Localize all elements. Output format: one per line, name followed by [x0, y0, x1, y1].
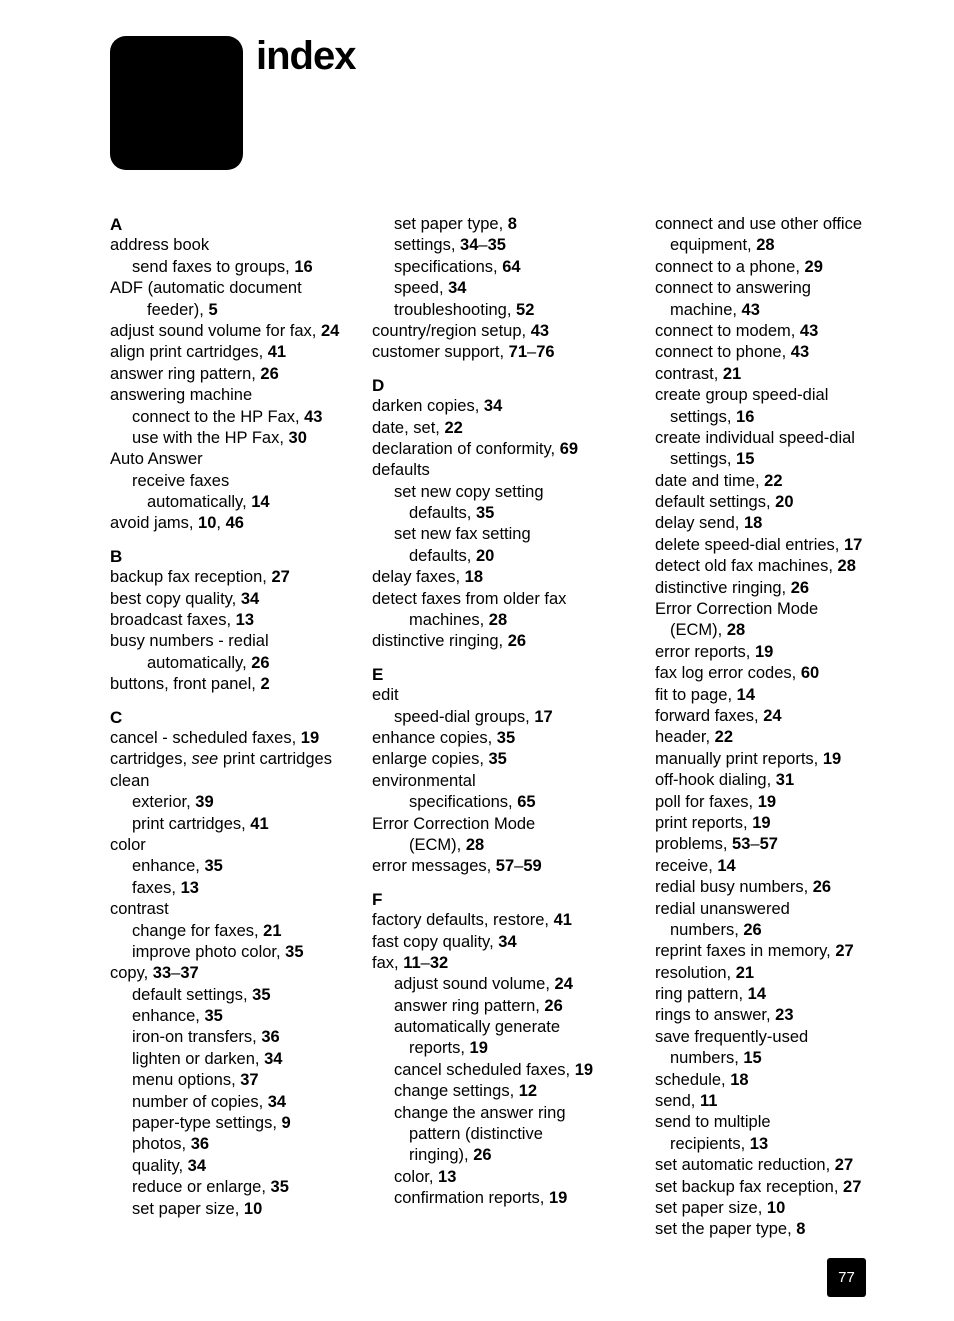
section-letter: B — [110, 546, 123, 566]
index-subentry: color, 13 — [394, 1167, 457, 1186]
index-entry: Error Correction Mode — [372, 814, 536, 833]
index-subentry: cancel scheduled faxes, 19 — [394, 1060, 594, 1079]
index-entry: schedule, 18 — [655, 1070, 749, 1089]
index-entry: factory defaults, restore, 41 — [372, 911, 572, 930]
page-title: index — [256, 34, 356, 78]
index-entry: fit to page, 14 — [655, 685, 755, 704]
index-entry: forward faxes, 24 — [655, 706, 782, 725]
page-reference: 20 — [775, 493, 794, 512]
page-reference: 12 — [518, 1082, 538, 1101]
index-entry: connect to modem, 43 — [655, 321, 819, 340]
index-entry: send to multiple — [655, 1113, 771, 1132]
page-reference: 19 — [300, 728, 320, 747]
page-reference: 43 — [304, 407, 323, 426]
page-reference: 39 — [195, 793, 214, 812]
page-reference: 20 — [475, 546, 495, 565]
index-entry-continuation: equipment, 28 — [670, 236, 775, 255]
page-reference: 26 — [743, 920, 762, 939]
index-subentry: set paper size, 10 — [132, 1199, 263, 1218]
index-entry: defaults — [372, 461, 430, 480]
index-entry: rings to answer, 23 — [655, 1006, 794, 1025]
page-reference: 34 — [264, 1049, 283, 1068]
index-entry: date and time, 22 — [655, 471, 783, 490]
page-reference: 28 — [837, 557, 856, 576]
page-reference: 27 — [271, 568, 290, 587]
page-reference: 27 — [834, 1156, 854, 1175]
index-entry: copy, 33–37 — [110, 964, 199, 983]
index-entry: off-hook dialing, 31 — [655, 771, 795, 790]
page-reference: 19 — [574, 1060, 594, 1079]
page-reference: 15 — [736, 450, 755, 469]
page-reference: 53 — [732, 835, 751, 854]
index-subentry: paper-type settings, 9 — [132, 1114, 291, 1133]
page-reference: 14 — [717, 856, 736, 875]
page-reference: 18 — [743, 514, 763, 533]
page-reference: 19 — [757, 792, 777, 811]
index-entry: fax log error codes, 60 — [655, 664, 820, 683]
index-entry-continuation: numbers, 15 — [670, 1049, 762, 1068]
index-entry: address book — [110, 236, 210, 255]
index-entry: cartridges, see print cartridges — [110, 750, 332, 769]
page-reference: 64 — [502, 257, 521, 276]
index-subentry: troubleshooting, 52 — [394, 300, 535, 319]
index-subentry: receive faxes — [132, 471, 230, 490]
page-reference: 43 — [530, 321, 550, 340]
index-subentry: exterior, 39 — [132, 793, 214, 812]
see-reference: see — [191, 750, 219, 769]
index-entry-continuation: machines, 28 — [409, 611, 508, 630]
page-reference: 13 — [180, 878, 199, 897]
index-entry: error reports, 19 — [655, 642, 774, 661]
page-reference: 10 — [766, 1198, 786, 1217]
index-entry: cancel - scheduled faxes, 19 — [110, 728, 320, 747]
chapter-tab-block — [110, 36, 243, 170]
index-subentry: change for faxes, 21 — [132, 921, 282, 940]
page-reference: 35 — [285, 942, 304, 961]
index-entry: darken copies, 34 — [372, 397, 503, 416]
index-entry: fast copy quality, 34 — [372, 932, 517, 951]
page-reference: 34 — [483, 397, 503, 416]
page-reference: 22 — [714, 728, 733, 747]
index-entry: date, set, 22 — [372, 418, 463, 437]
index-entry: distinctive ringing, 26 — [372, 632, 527, 651]
page-reference: 60 — [800, 664, 820, 683]
page-reference: 27 — [835, 942, 854, 961]
page-reference: 29 — [804, 257, 823, 276]
page-reference: 34 — [267, 1092, 287, 1111]
page-reference: 28 — [726, 621, 746, 640]
page-reference: 41 — [250, 814, 269, 833]
page-reference: 19 — [754, 642, 774, 661]
page-reference: 59 — [523, 857, 542, 876]
index-subentry: enhance, 35 — [132, 1007, 223, 1026]
index-entry: connect to a phone, 29 — [655, 257, 823, 276]
page-reference: 10 — [243, 1199, 263, 1218]
page-reference: 41 — [553, 911, 572, 930]
index-entry-continuation: pattern (distinctive — [409, 1125, 543, 1144]
index-entry-continuation: settings, 15 — [670, 450, 755, 469]
index-entry-continuation: automatically, 14 — [147, 493, 270, 512]
index-entry: delay send, 18 — [655, 514, 763, 533]
index-entry: connect and use other office — [655, 215, 863, 233]
index-entry: ring pattern, 14 — [655, 985, 766, 1004]
index-subentry: reduce or enlarge, 35 — [132, 1178, 289, 1197]
index-entry: save frequently-used — [655, 1027, 809, 1046]
page-reference: 21 — [735, 963, 755, 982]
page-reference: 21 — [722, 364, 742, 383]
page-reference: 41 — [267, 343, 287, 362]
index-entry-continuation: settings, 16 — [670, 407, 755, 426]
index-subentry: automatically generate — [394, 1018, 561, 1037]
index-entry: create individual speed-dial — [655, 428, 855, 447]
section-letter: E — [372, 664, 384, 684]
index-entry: print reports, 19 — [655, 813, 771, 832]
index-subentry: print cartridges, 41 — [132, 814, 269, 833]
page-reference: 19 — [469, 1039, 488, 1058]
page-reference: 22 — [764, 471, 783, 490]
index-entry-continuation: recipients, 13 — [670, 1134, 769, 1153]
page-reference: 27 — [843, 1177, 862, 1196]
page-reference: 30 — [288, 428, 307, 447]
page-reference: 19 — [752, 813, 771, 832]
page-reference: 57 — [495, 857, 515, 876]
page-reference: 43 — [799, 321, 819, 340]
page-reference: 33 — [152, 964, 172, 983]
index-entry: country/region setup, 43 — [372, 321, 550, 340]
page-reference: 26 — [473, 1146, 492, 1165]
index-subentry: quality, 34 — [132, 1156, 206, 1175]
section-letter: F — [372, 889, 383, 909]
page-reference: 52 — [516, 300, 535, 319]
index-subentry: answer ring pattern, 26 — [394, 996, 563, 1015]
index-subentry: settings, 34–35 — [394, 236, 506, 255]
index-entry: receive, 14 — [655, 856, 736, 875]
index-entry: manually print reports, 19 — [655, 749, 842, 768]
page-reference: 19 — [822, 749, 842, 768]
index-subentry: set paper type, 8 — [394, 215, 517, 233]
index-entry: create group speed-dial — [655, 386, 829, 405]
page-reference: 32 — [429, 953, 449, 972]
page-reference: 35 — [475, 504, 495, 523]
index-entry: delete speed-dial entries, 17 — [655, 535, 863, 554]
index-subentry: enhance, 35 — [132, 857, 223, 876]
page-reference: 22 — [444, 418, 463, 437]
index-entry: clean — [110, 771, 150, 790]
index-subentry: use with the HP Fax, 30 — [132, 428, 307, 447]
page-reference: 14 — [736, 685, 755, 704]
section-letter: D — [372, 375, 385, 395]
page-reference: 26 — [812, 878, 832, 897]
page-reference: 16 — [736, 407, 755, 426]
index-entry-continuation: ringing), 26 — [409, 1146, 492, 1165]
page-reference: 28 — [465, 835, 485, 854]
index-column-2 — [372, 214, 632, 1210]
index-entry-continuation: (ECM), 28 — [670, 621, 746, 640]
page-reference: 2 — [260, 675, 270, 694]
page-reference: 34 — [498, 932, 517, 951]
index-subentry: confirmation reports, 19 — [394, 1189, 568, 1208]
index-entry: align print cartridges, 41 — [110, 343, 287, 362]
index-column-3 — [655, 214, 915, 1241]
index-subentry: set new fax setting — [394, 525, 531, 544]
index-entry: Auto Answer — [110, 450, 203, 469]
index-entry: edit — [372, 686, 399, 705]
page-reference: 37 — [180, 964, 199, 983]
index-entry: resolution, 21 — [655, 963, 755, 982]
index-subentry: photos, 36 — [132, 1135, 210, 1154]
page-reference: 28 — [756, 236, 775, 255]
page-reference: 19 — [548, 1189, 568, 1208]
index-entry: busy numbers - redial — [110, 632, 269, 651]
page-reference: 8 — [507, 215, 517, 233]
page-reference: 35 — [252, 985, 271, 1004]
index-entry: avoid jams, 10, 46 — [110, 514, 244, 533]
index-entry: redial unanswered — [655, 899, 790, 918]
index-entry-continuation: machine, 43 — [670, 300, 760, 319]
index-subentry: faxes, 13 — [132, 878, 199, 897]
page-reference: 34 — [448, 279, 467, 298]
index-subentry: improve photo color, 35 — [132, 942, 304, 961]
page-reference: 18 — [730, 1070, 749, 1089]
index-entry: answer ring pattern, 26 — [110, 364, 279, 383]
index-entry: broadcast faxes, 13 — [110, 611, 255, 630]
page-reference: 65 — [517, 793, 536, 812]
index-entry: redial busy numbers, 26 — [655, 878, 832, 897]
index-entry: error messages, 57–59 — [372, 857, 542, 876]
page-number: 77 — [827, 1258, 866, 1297]
index-entry-continuation: defaults, 20 — [409, 546, 495, 565]
index-entry: connect to answering — [655, 279, 811, 298]
index-entry: fax, 11–32 — [372, 953, 449, 972]
page-reference: 71 — [508, 343, 527, 362]
index-subentry: default settings, 35 — [132, 985, 271, 1004]
index-entry: send, 11 — [655, 1092, 718, 1111]
page-reference: 35 — [487, 236, 506, 255]
page-reference: 13 — [235, 611, 255, 630]
page-reference: 35 — [496, 728, 516, 747]
index-entry: ADF (automatic document — [110, 279, 302, 298]
page-reference: 11 — [699, 1092, 718, 1111]
page-reference: 36 — [190, 1135, 210, 1154]
index-entry: Error Correction Mode — [655, 600, 819, 619]
index-subentry: menu options, 37 — [132, 1071, 259, 1090]
index-entry: problems, 53–57 — [655, 835, 778, 854]
page-reference: 26 — [544, 996, 563, 1015]
index-entry: set automatic reduction, 27 — [655, 1156, 854, 1175]
index-entry: detect faxes from older fax — [372, 589, 567, 608]
page-reference: 5 — [208, 300, 218, 319]
page-reference: 10 — [198, 514, 217, 533]
index-entry: connect to phone, 43 — [655, 343, 810, 362]
index-entry-continuation: reports, 19 — [409, 1039, 488, 1058]
index-entry: adjust sound volume for fax, 24 — [110, 321, 340, 340]
index-entry: answering machine — [110, 386, 253, 405]
page-reference: 26 — [507, 632, 527, 651]
page-reference: 24 — [763, 706, 782, 725]
page-reference: 37 — [240, 1071, 259, 1090]
index-entry: set the paper type, 8 — [655, 1220, 806, 1239]
index-entry-continuation: (ECM), 28 — [409, 835, 485, 854]
index-entry-continuation: defaults, 35 — [409, 504, 495, 523]
page-reference: 11 — [403, 953, 421, 972]
index-entry: buttons, front panel, 2 — [110, 675, 270, 694]
page-reference: 36 — [261, 1028, 280, 1047]
index-entry: contrast — [110, 900, 169, 919]
index-entry: reprint faxes in memory, 27 — [655, 942, 854, 961]
index-subentry: specifications, 64 — [394, 257, 521, 276]
index-entry: declaration of conformity, 69 — [372, 439, 579, 458]
index-subentry: lighten or darken, 34 — [132, 1049, 283, 1068]
page-reference: 13 — [749, 1134, 769, 1153]
page-reference: 15 — [743, 1049, 762, 1068]
page-reference: 31 — [775, 771, 795, 790]
page-reference: 23 — [775, 1006, 794, 1025]
page-reference: 8 — [796, 1220, 806, 1239]
page-reference: 14 — [251, 493, 270, 512]
index-entry: header, 22 — [655, 728, 733, 747]
page-reference: 14 — [747, 985, 766, 1004]
page-reference: 24 — [320, 321, 340, 340]
index-subentry: speed-dial groups, 17 — [394, 707, 553, 726]
index-subentry: change settings, 12 — [394, 1082, 538, 1101]
page-reference: 43 — [790, 343, 810, 362]
index-subentry: change the answer ring — [394, 1103, 566, 1122]
index-subentry: speed, 34 — [394, 279, 467, 298]
page-reference: 35 — [488, 750, 507, 769]
index-entry: poll for faxes, 19 — [655, 792, 777, 811]
page-reference: 18 — [464, 568, 483, 587]
page-reference: 35 — [204, 1007, 223, 1026]
index-subentry: number of copies, 34 — [132, 1092, 287, 1111]
page-reference: 24 — [554, 975, 573, 994]
page-reference: 35 — [204, 857, 223, 876]
index-entry: set paper size, 10 — [655, 1198, 786, 1217]
page-reference: 57 — [759, 835, 778, 854]
index-subentry: send faxes to groups, 16 — [132, 257, 313, 276]
page-reference: 69 — [559, 439, 579, 458]
section-letter: A — [110, 215, 123, 234]
index-entry: default settings, 20 — [655, 493, 794, 512]
page-reference: 34 — [460, 236, 479, 255]
page-reference: 17 — [534, 707, 553, 726]
page-reference: 28 — [488, 611, 508, 630]
index-entry: detect old fax machines, 28 — [655, 557, 856, 576]
index-entry-continuation: numbers, 26 — [670, 920, 762, 939]
page-reference: 43 — [741, 300, 760, 319]
page-reference: 21 — [263, 921, 282, 940]
index-entry: best copy quality, 34 — [110, 589, 260, 608]
page-reference: 16 — [294, 257, 313, 276]
page-reference: 76 — [536, 343, 555, 362]
page-reference: 34 — [187, 1156, 206, 1175]
index-entry-continuation: specifications, 65 — [409, 793, 536, 812]
page-reference: 35 — [270, 1178, 289, 1197]
index-entry: environmental — [372, 771, 476, 790]
page-reference: 26 — [260, 364, 279, 383]
index-subentry: connect to the HP Fax, 43 — [132, 407, 323, 426]
index-entry-continuation: feeder), 5 — [147, 300, 218, 319]
page-reference: 17 — [843, 535, 863, 554]
index-entry: backup fax reception, 27 — [110, 568, 290, 587]
index-entry: customer support, 71–76 — [372, 343, 555, 362]
index-subentry: iron-on transfers, 36 — [132, 1028, 280, 1047]
page-reference: 34 — [240, 589, 260, 608]
page-reference: 9 — [281, 1114, 291, 1133]
page-reference: 26 — [251, 653, 270, 672]
index-subentry: adjust sound volume, 24 — [394, 975, 573, 994]
index-subentry: set new copy setting — [394, 482, 544, 501]
index-entry: enhance copies, 35 — [372, 728, 516, 747]
index-entry: distinctive ringing, 26 — [655, 578, 810, 597]
index-entry: enlarge copies, 35 — [372, 750, 507, 769]
index-entry: delay faxes, 18 — [372, 568, 483, 587]
page-reference: 13 — [438, 1167, 457, 1186]
index-entry: color — [110, 835, 146, 854]
index-column-1 — [110, 214, 360, 1220]
section-letter: C — [110, 707, 123, 727]
index-entry: set backup fax reception, 27 — [655, 1177, 862, 1196]
page-reference: 46 — [225, 514, 244, 533]
page-reference: 26 — [790, 578, 810, 597]
index-entry-continuation: automatically, 26 — [147, 653, 270, 672]
index-entry: contrast, 21 — [655, 364, 742, 383]
